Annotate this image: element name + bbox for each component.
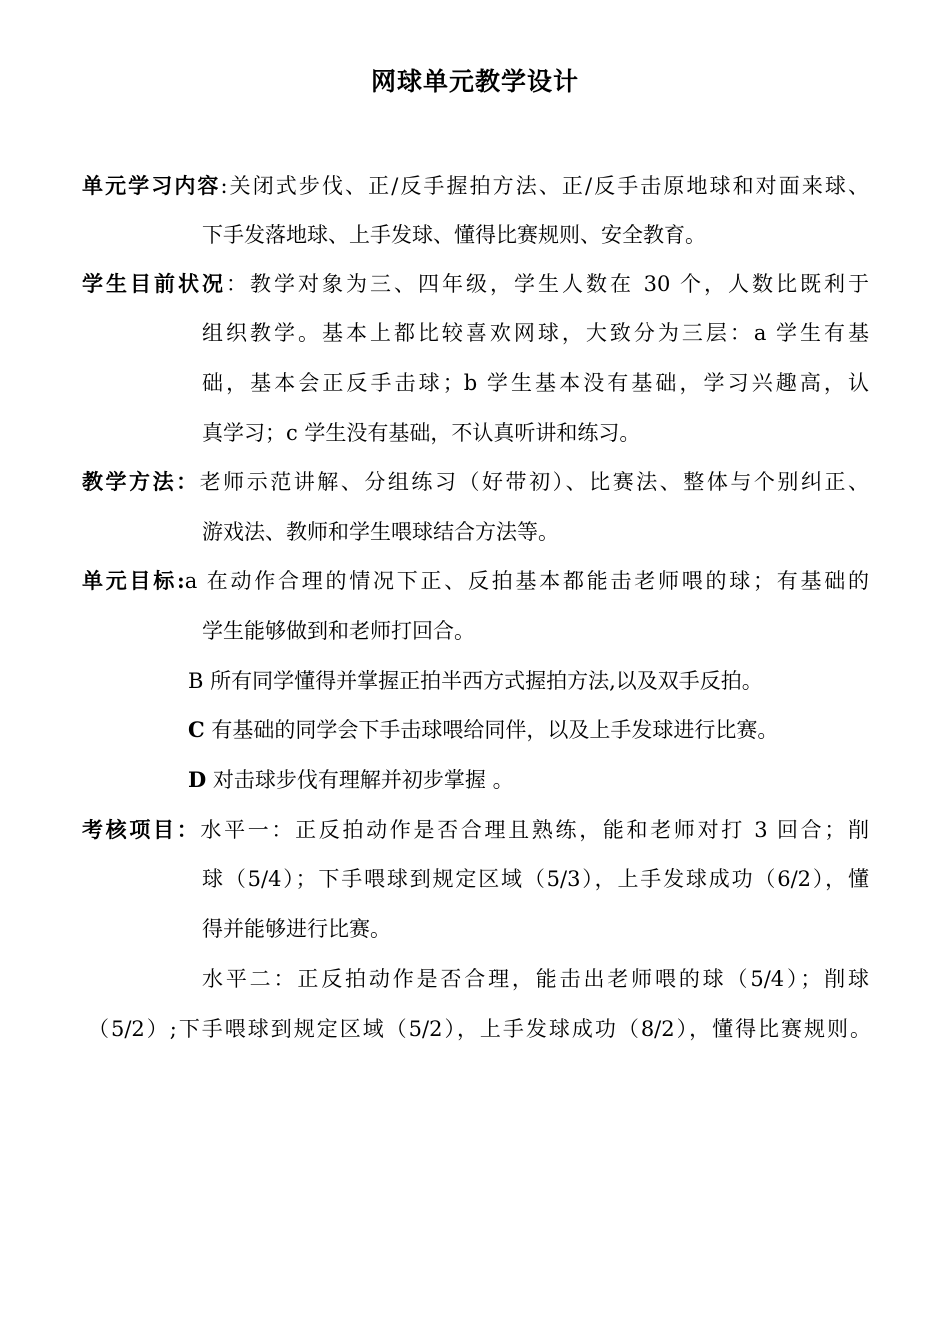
- methods-label: 教学方法：: [82, 469, 200, 494]
- document-title: 网球单元教学设计: [370, 67, 579, 96]
- students-label: 学生目前状况: [82, 271, 226, 296]
- methods-text-1: 老师示范讲解、分组练习（好带初）、比赛法、整体与个别纠正、: [199, 470, 870, 494]
- goals-c-letter: C: [188, 717, 205, 742]
- assessment-level2-line-2: （5/2）;下手喂球到规定区域（5/2），上手发球成功（8/2），懂得比赛规则。: [88, 1017, 871, 1041]
- content-label: 单元学习内容: [82, 173, 221, 198]
- students-line-2: 组织教学。基本上都比较喜欢网球，大致分为三层：a 学生有基: [202, 321, 869, 345]
- assessment-label: 考核项目：: [82, 817, 201, 842]
- students-line-4: 真学习；c 学生没有基础，不认真听讲和练习。: [202, 421, 641, 445]
- content-text-1: :关闭式步伐、正/反手握拍方法、正/反手击原地球和对面来球、: [220, 174, 869, 198]
- goals-d-letter: D: [188, 767, 207, 792]
- content-line-2: 下手发落地球、上手发球、懂得比赛规则、安全教育。: [202, 223, 706, 247]
- goals-item-c: [188, 715, 778, 745]
- assessment-level2-line-1: 水平二：正反拍动作是否合理，能击出老师喂的球（5/4）；削球: [202, 967, 869, 991]
- goals-c-text: 有基础的同学会下手击球喂给同伴，以及上手发球进行比赛。: [204, 718, 779, 742]
- goals-line-2: 学生能够做到和老师打回合。: [202, 619, 475, 643]
- assessment-text-1: 水平一：正反拍动作是否合理且熟练，能和老师对打 3 回合；削: [200, 818, 870, 842]
- content-line-1: [82, 171, 869, 201]
- assessment-line-1: [82, 815, 869, 845]
- students-line-3: 础，基本会正反手击球；b 学生基本没有基础，学习兴趣高，认: [202, 371, 869, 395]
- goals-text-1: a 在动作合理的情况下正、反拍基本都能击老师喂的球；有基础的: [184, 569, 869, 593]
- assessment-line-2: 球（5/4）；下手喂球到规定区域（5/3），上手发球成功（6/2），懂: [202, 867, 869, 891]
- goals-line-1: [82, 566, 869, 596]
- students-line-1: [82, 269, 869, 299]
- methods-line-1: [82, 467, 869, 497]
- students-text-1: ：教学对象为三、四年级，学生人数在 30 个，人数比既利于: [226, 272, 870, 296]
- goals-item-d: [188, 765, 514, 795]
- goals-label: 单元目标:: [82, 568, 185, 593]
- goals-item-b: B 所有同学懂得并掌握正拍半西方式握拍方法,以及双手反拍。: [188, 669, 763, 693]
- methods-line-2: 游戏法、教师和学生喂球结合方法等。: [202, 520, 559, 544]
- goals-d-text: 对击球步伐有理解并初步掌握 。: [206, 768, 514, 792]
- assessment-line-3: 得并能够进行比赛。: [202, 917, 391, 941]
